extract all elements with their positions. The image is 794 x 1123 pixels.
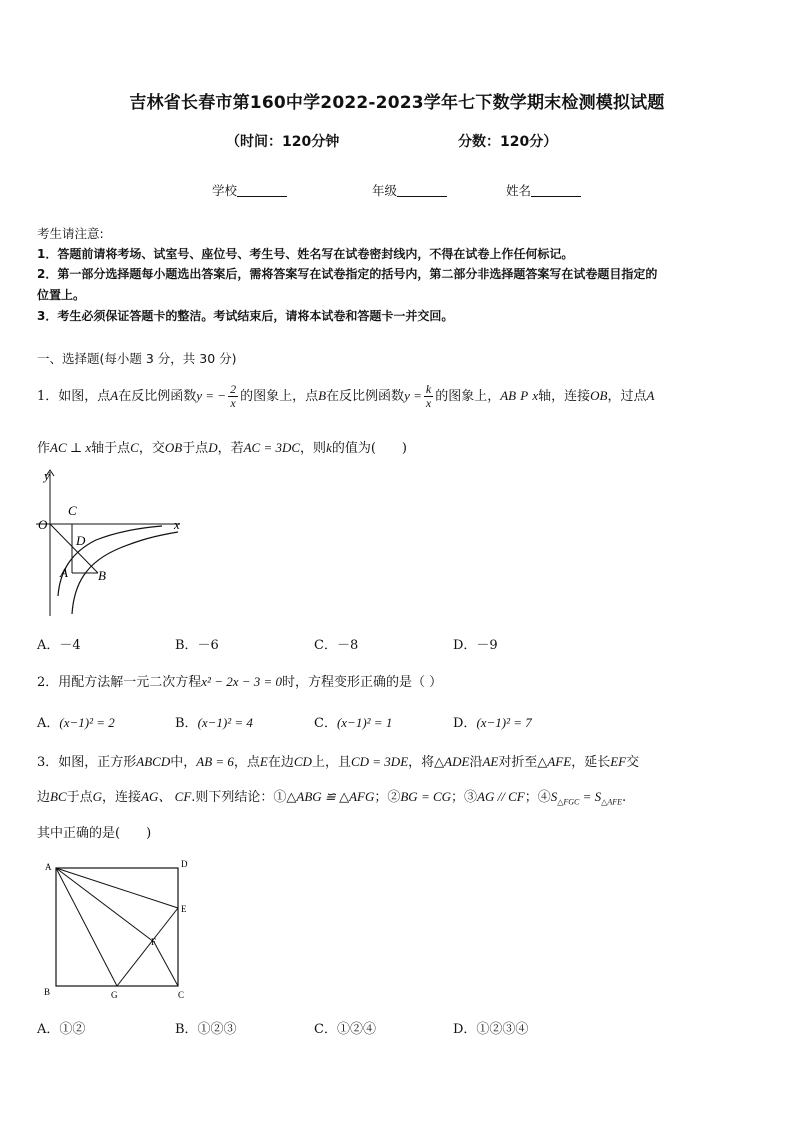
q1-fraction-2: $\frac{k}{x}$ — [425, 382, 432, 410]
q1-option-b[interactable]: B．－6 — [175, 638, 219, 653]
exam-time: （时间：120分钟 — [226, 134, 340, 150]
q3-segment-eg — [117, 908, 178, 986]
name-blank[interactable] — [531, 184, 581, 197]
q3-segment-ae — [56, 868, 178, 908]
q3-label-d: D — [181, 859, 188, 869]
q3-line3: 其中正确的是( ) — [37, 826, 152, 841]
q2-option-c[interactable]: C．(x−1)² = 1 — [314, 715, 393, 731]
name-label: 姓名 — [506, 183, 532, 198]
q3-figure — [40, 856, 200, 1002]
page-title: 吉林省长春市第160中学2022-2023学年七下数学期末检测模拟试题 — [129, 93, 665, 113]
q2-option-a[interactable]: A．(x−1)² = 2 — [37, 715, 115, 731]
q1-option-c[interactable]: C．－8 — [314, 638, 359, 653]
notice-heading: 考生请注意: — [37, 226, 104, 241]
q1-label-d: D — [76, 533, 86, 548]
q2-option-d[interactable]: D．(x−1)² = 7 — [453, 715, 532, 731]
section-title: 一、选择题(每小题 3 分，共 30 分) — [37, 351, 237, 366]
q1-label-o: O — [38, 517, 48, 532]
q3-label-c: C — [178, 990, 185, 1000]
school-label: 学校 — [212, 183, 238, 198]
q3-segment-ag — [56, 868, 117, 986]
grade-label: 年级 — [372, 183, 398, 198]
q3-label-a: A — [45, 862, 52, 872]
q1-label-c: C — [68, 503, 77, 518]
q3-segment-af — [56, 868, 154, 942]
grade-blank[interactable] — [397, 184, 447, 197]
school-field — [212, 181, 287, 199]
q2-stem: 2．用配方法解一元二次方程x² − 2x − 3 = 0时，方程变形正确的是（ ） — [37, 674, 443, 690]
q3-option-b[interactable]: B．①②③ — [175, 1022, 237, 1037]
q3-label-e: E — [181, 904, 187, 914]
q3-option-a[interactable]: A．①② — [37, 1022, 86, 1037]
q1-label-y: y — [44, 468, 50, 483]
notice-item-3: 3．考生必须保证答题卡的整洁。考试结束后，请将本试卷和答题卡一并交回。 — [37, 309, 454, 323]
notice-item-2-cont: 位置上。 — [37, 288, 86, 302]
q2-option-b[interactable]: B．(x−1)² = 4 — [175, 715, 253, 731]
q1-label-b: B — [98, 568, 106, 583]
q1-label-x: x — [174, 517, 180, 532]
q3-label-f: F — [151, 937, 157, 947]
q1-option-a[interactable]: A．－4 — [37, 638, 81, 653]
notice-item-2: 2．第一部分选择题每小题选出答案后，需将答案写在试卷指定的括号内，第二部分非选择题答案写在试卷题目指定的 — [37, 267, 658, 281]
q1-segment-ob — [50, 524, 98, 573]
q3-line2: 边BC于点G，连接AG、 CF.则下列结论：①△ABG ≌ △AFG；②BG = CG；③AG // CF；$④S_{\triangle FGC} = S_{\triangle AFE}$. — [37, 789, 627, 807]
q3-label-b: B — [44, 987, 51, 997]
q1-curve-neg2 — [58, 526, 162, 596]
q1-line2: 作AC ⊥ x轴于点C，交OB于点D，若AC = 3DC，则k的值为( ) — [37, 440, 407, 456]
q3-option-d[interactable]: D．①②③④ — [453, 1022, 529, 1037]
exam-score: 分数：120分） — [458, 134, 558, 150]
q1-figure — [34, 466, 194, 618]
q1-option-d[interactable]: D．－9 — [453, 638, 498, 653]
q3-option-c[interactable]: C．①②④ — [314, 1022, 376, 1037]
q1-line1: 1．如图，点A在反比例函数y = − $\frac{2}{x}$ 的图象上，点B在反比例函数y = $\frac{k}{x}$ 的图象上，AB P x轴，连接OB，过点A — [37, 382, 655, 410]
q1-fraction-1: $\frac{2}{x}$ — [230, 382, 237, 410]
grade-field — [372, 181, 447, 199]
school-blank[interactable] — [237, 184, 287, 197]
notice-item-1: 1．答题前请将考场、试室号、座位号、考生号、姓名写在试卷密封线内，不得在试卷上作任何标记。 — [37, 247, 574, 261]
q3-label-g: G — [111, 990, 118, 1000]
q3-segment-fc — [154, 942, 178, 986]
q1-label-a: A — [60, 565, 68, 580]
name-field — [506, 181, 581, 199]
q3-square — [56, 868, 178, 986]
q3-line1: 3．如图，正方形ABCD中，AB = 6，点E在边CD上，且CD = 3DE，将△ADE沿AE对折至△AFE，延长EF交 — [37, 754, 640, 770]
